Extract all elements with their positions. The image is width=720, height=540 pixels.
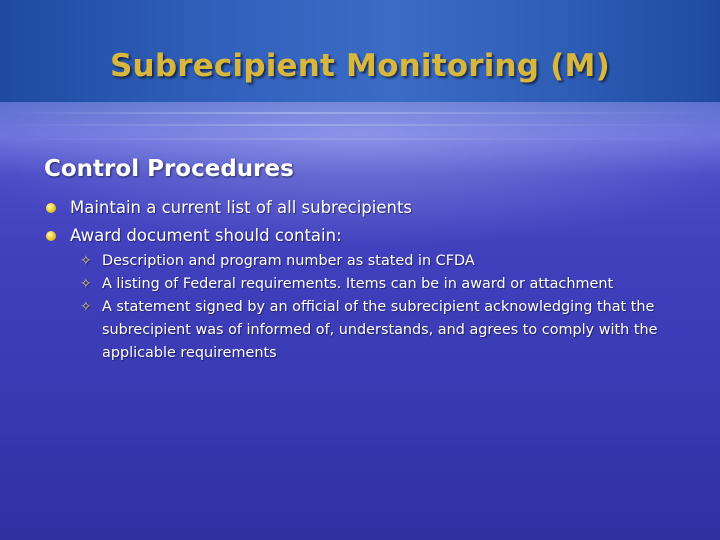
sub-bullet-text: Description and program number as stated in CFDA: [102, 253, 475, 269]
sub-bullet-item: [80, 250, 690, 273]
bullet-item: [46, 194, 412, 222]
water-highlight: [0, 124, 720, 126]
sub-bullet-text: A statement signed by an official of the subrecipient acknowledging that the subrecipient was of informed of, understands, and agrees to comply with the applicable requirements: [102, 299, 658, 361]
four-point-star-bullet-icon: ✧: [80, 299, 92, 315]
bullet-list: [46, 194, 412, 250]
bullet-text: Award document should contain:: [70, 226, 342, 245]
round-gold-bullet-icon: [46, 231, 56, 241]
sub-bullet-list: [80, 250, 690, 365]
sub-bullet-item: [80, 273, 690, 296]
slide-title: Subrecipient Monitoring (M): [110, 48, 610, 84]
water-highlight: [0, 138, 720, 140]
bullet-item: [46, 222, 412, 250]
section-heading: Control Procedures: [44, 156, 294, 182]
sub-bullet-item: [80, 296, 690, 365]
water-highlight: [0, 112, 720, 114]
bullet-text: Maintain a current list of all subrecipients: [70, 198, 413, 217]
sub-bullet-text: A listing of Federal requirements. Items can be in award or attachment: [102, 276, 614, 292]
four-point-star-bullet-icon: ✧: [80, 253, 92, 269]
four-point-star-bullet-icon: ✧: [80, 276, 92, 292]
round-gold-bullet-icon: [46, 203, 56, 213]
